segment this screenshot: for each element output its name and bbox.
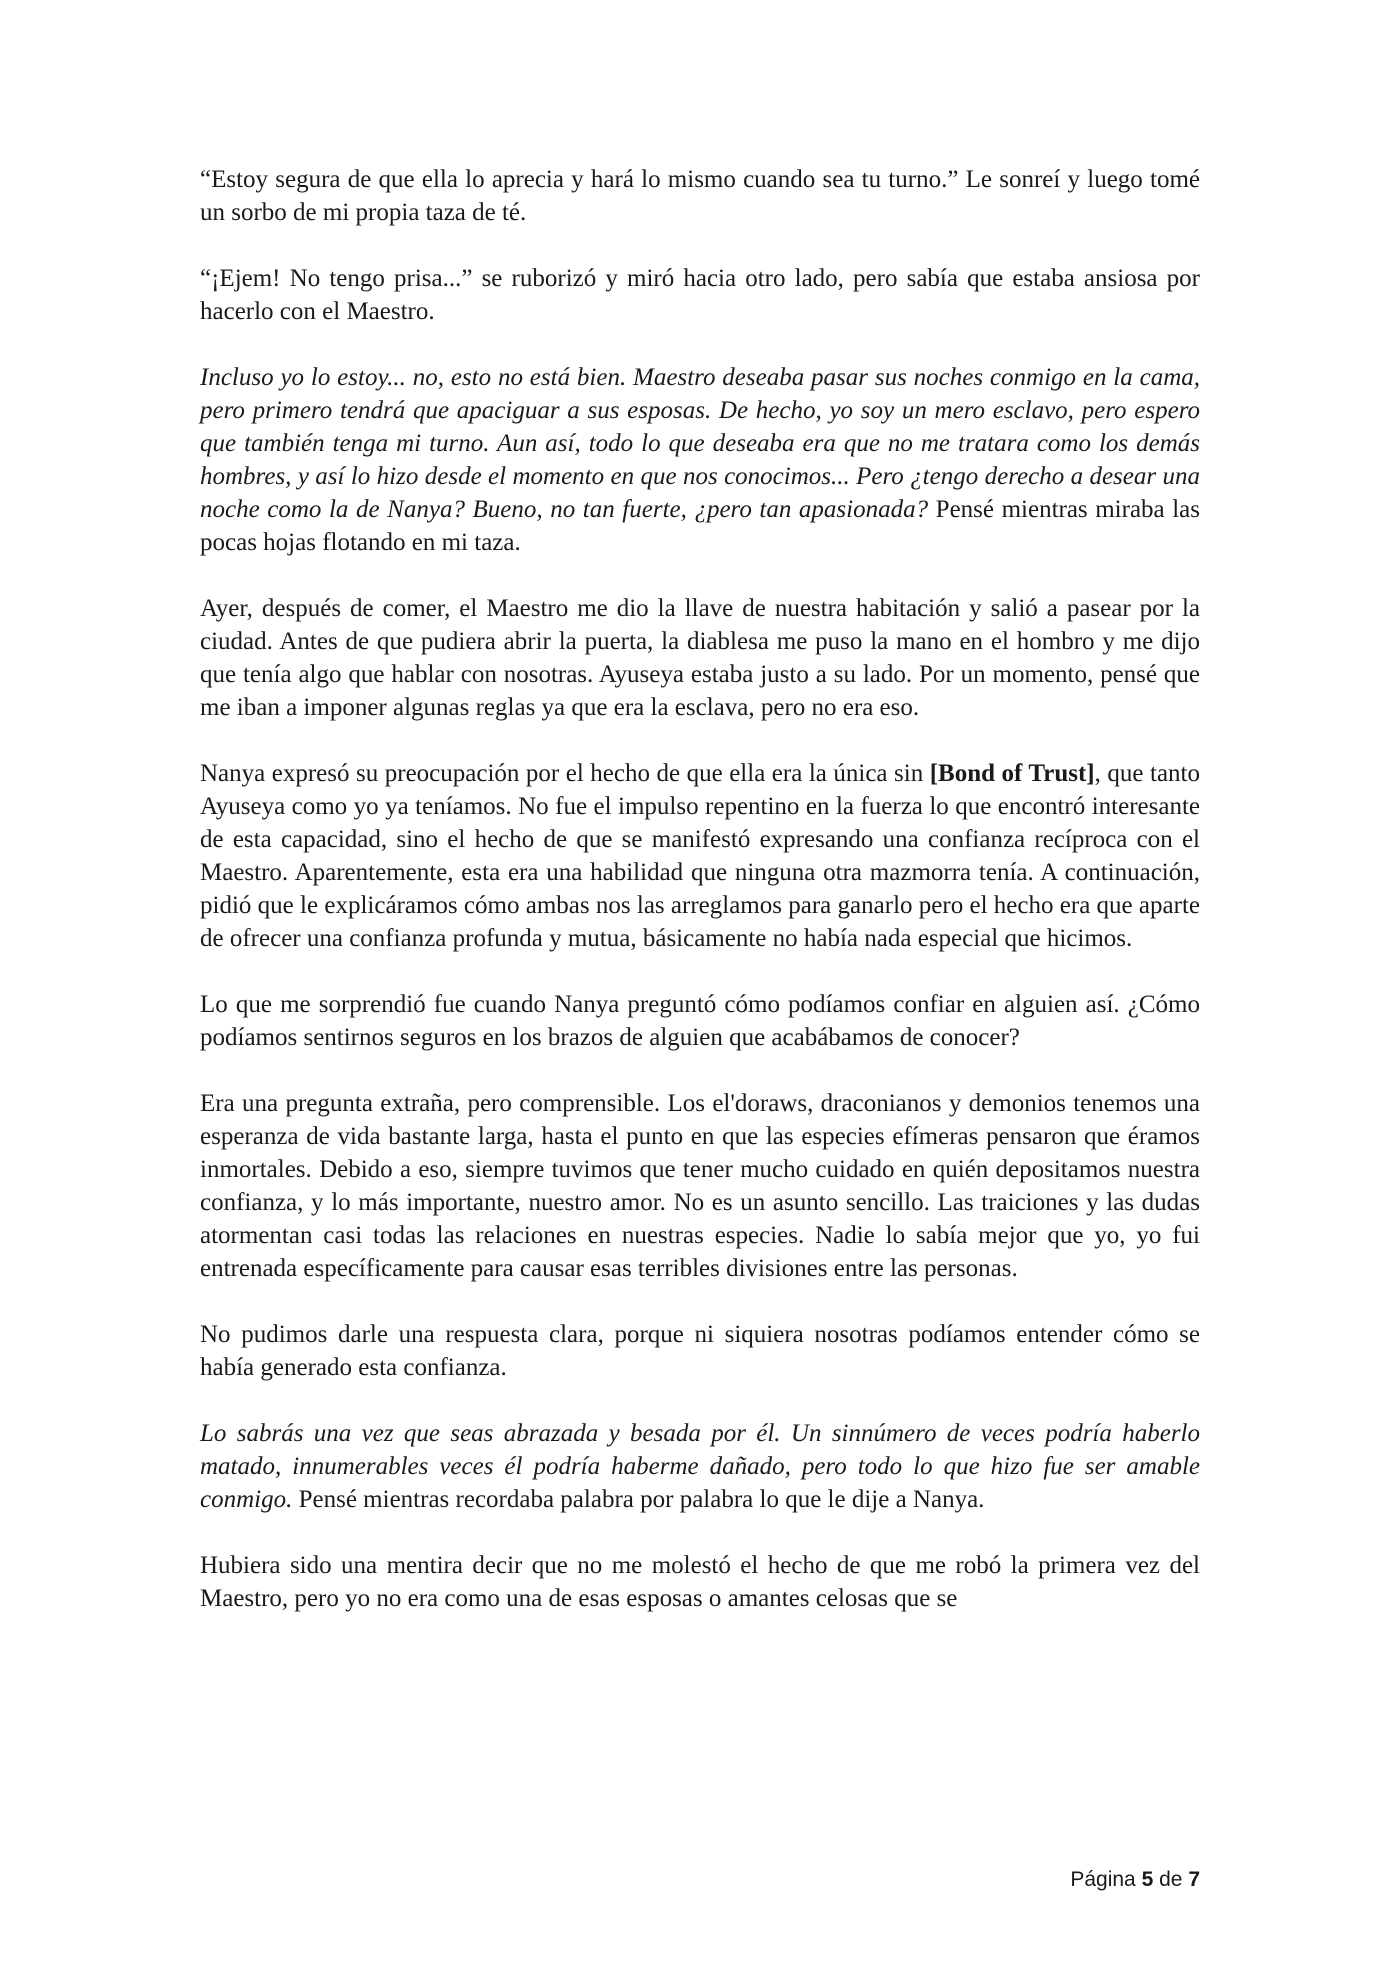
paragraph-3-italic: Incluso yo lo estoy... no, esto no está bien. Maestro deseaba pasar sus noches conmigo en la cama, pero primero tendrá que apaciguar a sus esposas. De hecho, yo soy un mero esclavo, pero espero que también tenga mi turno. Aun así, todo lo que deseaba era que no me tratara como los demás hombres, y así lo hizo desde el momento en que nos conocimos... Pero ¿tengo derecho a desear una noche como la de Nanya? Bueno, no tan fuerte, ¿pero tan apasionada? [200, 364, 1200, 523]
paragraph-6: Lo que me sorprendió fue cuando Nanya preguntó cómo podíamos confiar en alguien así. ¿Cómo podíamos sentirnos seguros en los brazos de alguien que acabábamos de conocer? [200, 991, 1200, 1051]
paragraph-9-normal: Pensé mientras recordaba palabra por palabra lo que le dije a Nanya. [292, 1486, 985, 1513]
paragraph-5-start: Nanya expresó su preocupación por el hecho de que ella era la única sin [200, 760, 930, 787]
paragraph-5-bold: [Bond of Trust] [929, 760, 1095, 787]
paragraph-9 [200, 1417, 1200, 1516]
paragraph-2: “¡Ejem! No tengo prisa...” se ruborizó y miró hacia otro lado, pero sabía que estaba ansiosa por hacerlo con el Maestro. [200, 265, 1200, 325]
paragraph-5 [200, 757, 1200, 955]
paragraph-7: Era una pregunta extraña, pero comprensible. Los el'doraws, draconianos y demonios tenemos una esperanza de vida bastante larga, hasta el punto en que las especies efímeras pensaron que éramos inmortales. Debido a eso, siempre tuvimos que tener mucho cuidado en quién depositamos nuestra confianza, y lo más importante, nuestro amor. No es un asunto sencillo. Las traiciones y las dudas atormentan casi todas las relaciones en nuestras especies. Nadie lo sabía mejor que yo, yo fui entrenada específicamente para causar esas terribles divisiones entre las personas. [200, 1090, 1200, 1282]
page-label: Página [1070, 1868, 1136, 1891]
paragraph-3 [200, 361, 1200, 559]
total-page-count: 7 [1188, 1868, 1200, 1891]
paragraph-3-normal: Pensé mientras miraba las pocas hojas flotando en mi taza. [200, 496, 1200, 556]
paragraph-4: Ayer, después de comer, el Maestro me dio la llave de nuestra habitación y salió a pasear por la ciudad. Antes de que pudiera abrir la puerta, la diablesa me puso la mano en el hombro y me dijo que tenía algo que hablar con nosotras. Ayuseya estaba justo a su lado. Por un momento, pensé que me iban a imponer algunas reglas ya que era la esclava, pero no era eso. [200, 595, 1200, 721]
paragraph-1: “Estoy segura de que ella lo aprecia y hará lo mismo cuando sea tu turno.” Le sonreí y luego tomé un sorbo de mi propia taza de té. [200, 166, 1200, 226]
document-body [200, 163, 1200, 1615]
page-number [1070, 1868, 1200, 1892]
paragraph-10: Hubiera sido una mentira decir que no me molestó el hecho de que me robó la primera vez del Maestro, pero yo no era como una de esas esposas o amantes celosas que se [200, 1552, 1200, 1612]
paragraph-8: No pudimos darle una respuesta clara, porque ni siquiera nosotras podíamos entender cómo se había generado esta confianza. [200, 1321, 1200, 1381]
paragraph-9-italic: Lo sabrás una vez que seas abrazada y besada por él. Un sinnúmero de veces podría haberlo matado, innumerables veces él podría haberme dañado, pero todo lo que hizo fue ser amable conmigo. [200, 1420, 1200, 1513]
page-of-label: de [1159, 1868, 1183, 1891]
current-page-number: 5 [1141, 1868, 1154, 1891]
paragraph-5-end: , que tanto Ayuseya como yo ya teníamos. No fue el impulso repentino en la fuerza lo que encontró interesante de esta capacidad, sino el hecho de que se manifestó expresando una confianza recíproca con el Maestro. Aparentemente, esta era una habilidad que ninguna otra mazmorra tenía. A continuación, pidió que le explicáramos cómo ambas nos las arreglamos para ganarlo pero el hecho era que aparte de ofrecer una confianza profunda y mutua, básicamente no había nada especial que hicimos. [200, 760, 1200, 952]
